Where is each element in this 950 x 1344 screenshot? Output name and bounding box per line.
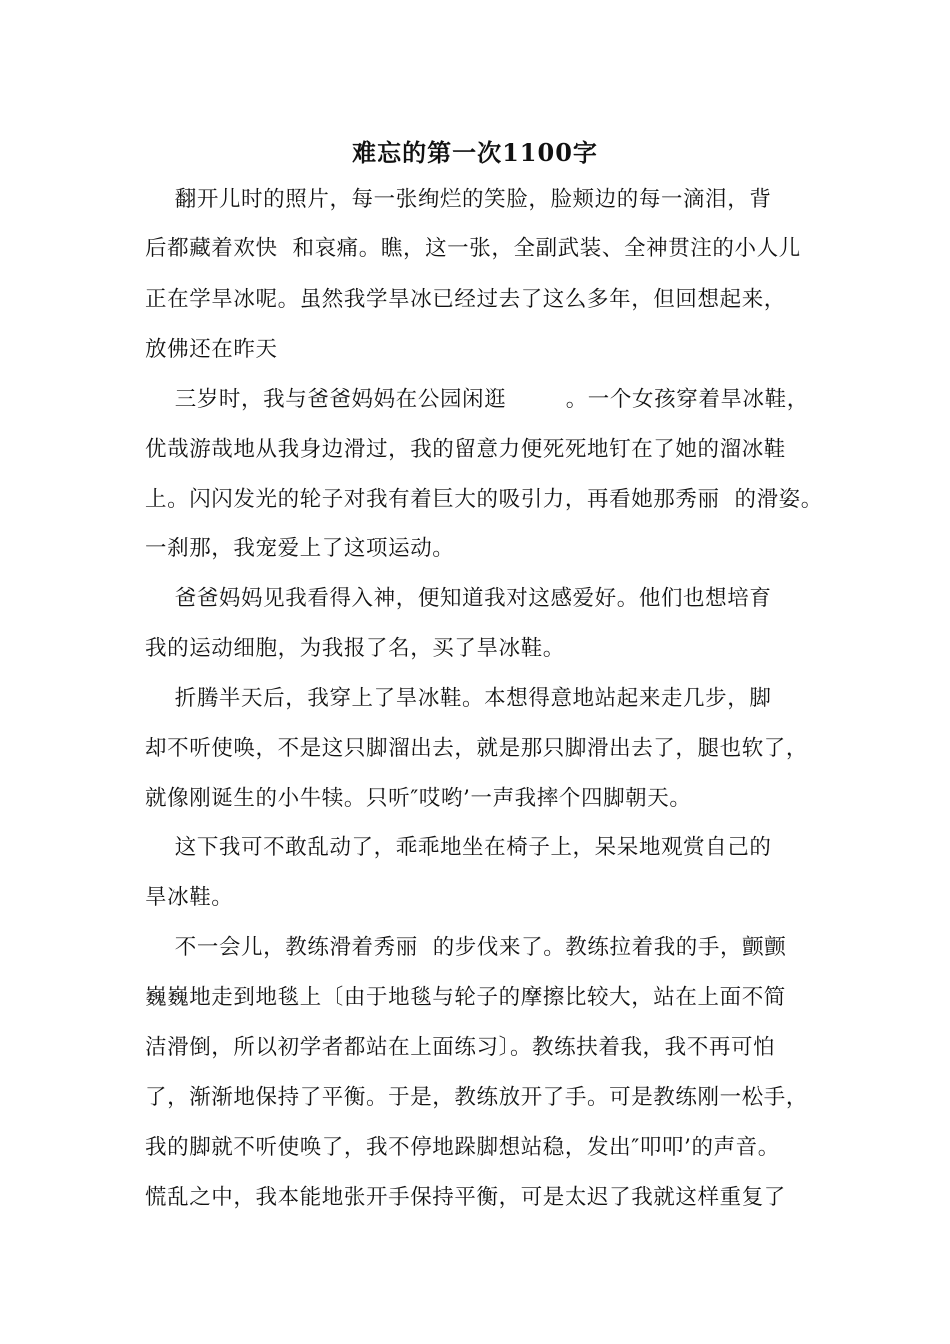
- text-line: 这下我可不敢乱动了，乖乖地坐在椅子上，呆呆地观赏自己的: [145, 835, 772, 860]
- text-line: 我的运动细胞，为我报了名，买了旱冰鞋。: [145, 636, 565, 661]
- text-line: 巍巍地走到地毯上〔由于地毯与轮子的摩擦比较大，站在上面不简: [145, 985, 786, 1010]
- text-line: 折腾半天后，我穿上了旱冰鞋。本想得意地站起来走几步，脚: [145, 686, 772, 711]
- text-line: 洁滑倒，所以初学者都站在上面练习〕。教练扶着我，我不再可怕: [145, 1035, 776, 1060]
- text-line: 一刹那，我宠爱上了这项运动。: [145, 536, 455, 561]
- text-line: 放佛还在昨天: [145, 337, 278, 362]
- text-line: 就像刚诞生的小牛犊。只听″哎哟’一声我摔个四脚朝天。: [145, 786, 692, 811]
- text-line: 翻开儿时的照片，每一张绚烂的笑脸，脸颊边的每一滴泪，背: [145, 187, 772, 212]
- text-line: 上。闪闪发光的轮子对我有着巨大的吸引力，再看她那秀丽 的滑姿。: [145, 487, 823, 512]
- text-line: 却不听使唤，不是这只脚溜出去，就是那只脚滑出去了，腿也软了，: [145, 736, 809, 761]
- text-line: 优哉游哉地从我身边滑过，我的留意力便死死地钉在了她的溜冰鞋: [145, 437, 786, 462]
- text-line: 旱冰鞋。: [145, 885, 234, 910]
- text-line: 不一会儿，教练滑着秀丽 的步伐来了。教练拉着我的手，颤颤: [145, 935, 787, 960]
- text-line: 我的脚就不听使唤了，我不停地跺脚想站稳，发出″叩叩’的声音。: [145, 1135, 780, 1160]
- text-line: 后都藏着欢快 和哀痛。瞧，这一张，全副武装、全神贯注的小人儿: [145, 236, 801, 261]
- text-line: 三岁时，我与爸爸妈妈在公园闲逛 。一个女孩穿着旱冰鞋，: [145, 387, 809, 412]
- text-line: 爸爸妈妈见我看得入神，便知道我对这感爱好。他们也想培育: [145, 586, 772, 611]
- text-line: 了，渐渐地保持了平衡。于是，教练放开了手。可是教练刚一松手，: [145, 1085, 809, 1110]
- document-title: 难忘的第一次1100字: [352, 138, 598, 167]
- text-line: 慌乱之中，我本能地张开手保持平衡，可是太迟了我就这样重复了: [145, 1185, 786, 1210]
- text-line: 正在学旱冰呢。虽然我学旱冰已经过去了这么多年，但回想起来，: [145, 287, 786, 312]
